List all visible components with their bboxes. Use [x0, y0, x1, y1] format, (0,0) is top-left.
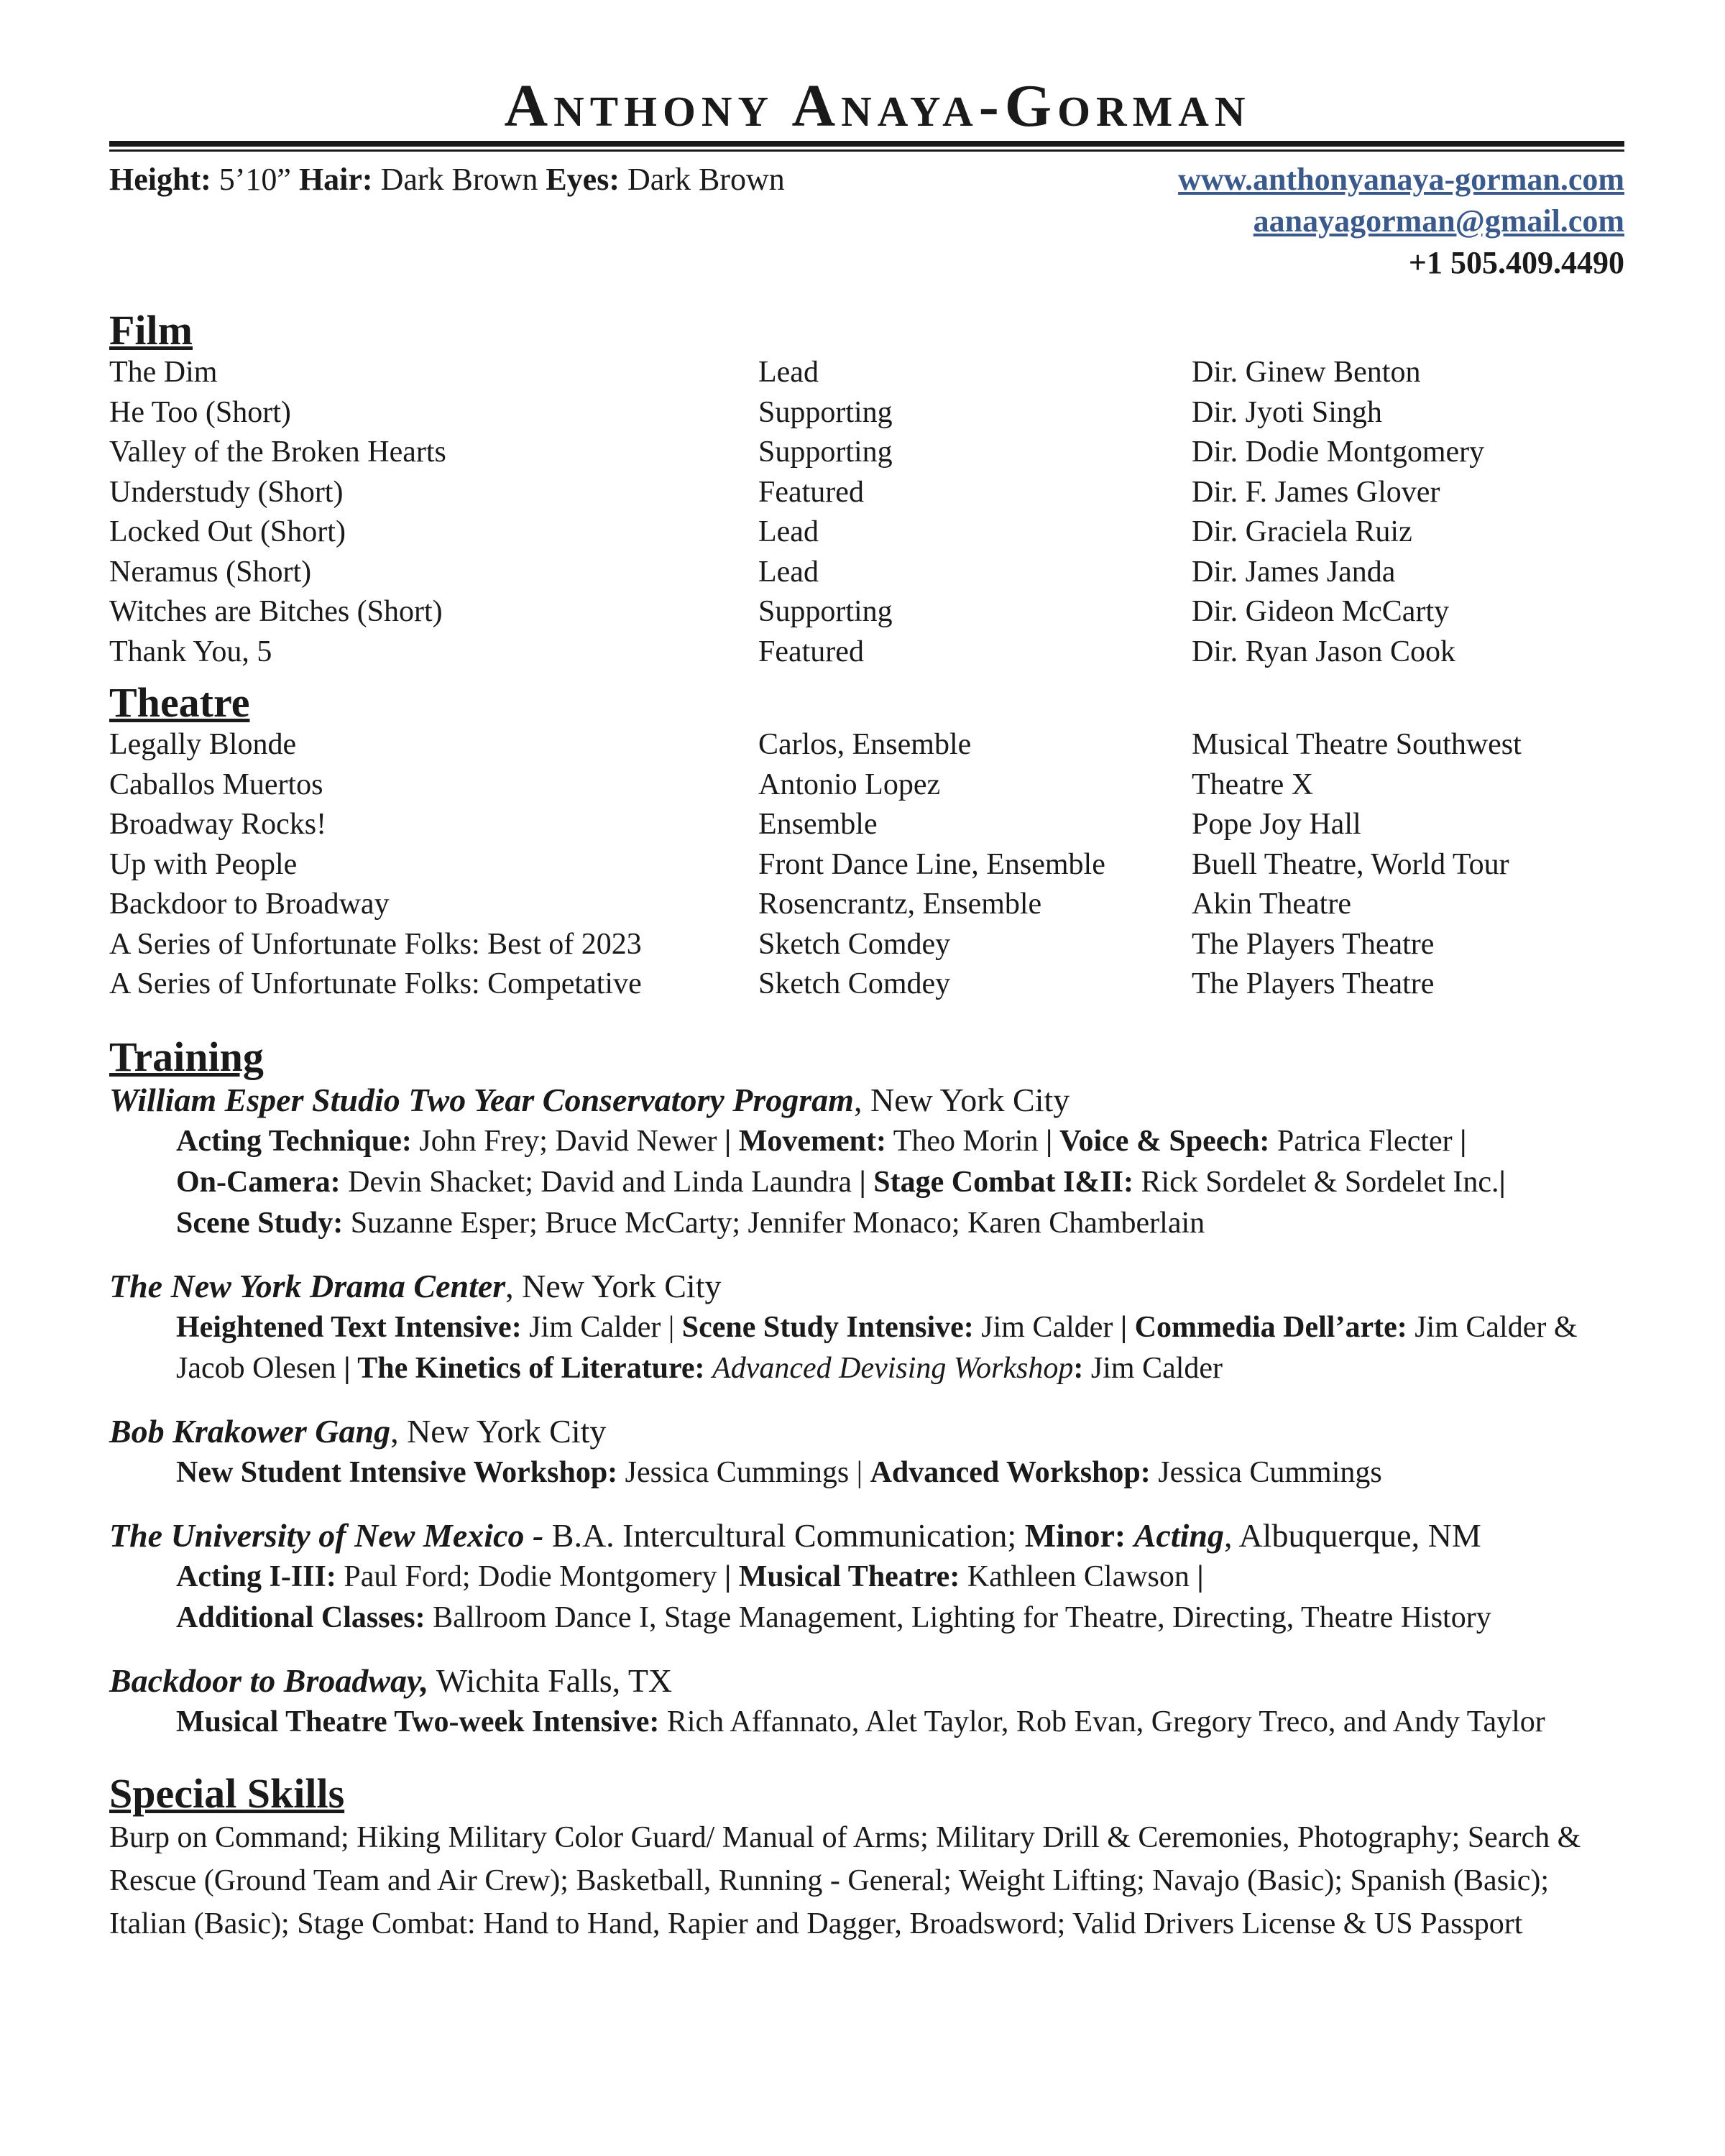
film-credit-row: [109, 393, 1624, 433]
credit-role: Front Dance Line, Ensemble: [758, 847, 1105, 881]
training-entry-unm: [109, 1515, 1624, 1639]
height-label: Height:: [109, 162, 211, 197]
school-location: , New York City: [505, 1267, 722, 1304]
training-details: [109, 1557, 1624, 1639]
detail-value: Jim Calder & Jacob Olesen: [176, 1310, 1578, 1385]
film-credit-row: [109, 592, 1624, 632]
credit-title: Neramus (Short): [109, 555, 312, 589]
detail-separator: |: [1460, 1124, 1467, 1158]
credit-role: Antonio Lopez: [758, 768, 941, 801]
school-name: William Esper Studio Two Year Conservatory Program: [109, 1081, 854, 1118]
detail-value: Ballroom Dance I, Stage Management, Lighting for Theatre, Directing, Theatre History: [425, 1600, 1491, 1634]
actor-name: Anthony Anaya-Gorman: [504, 73, 1251, 139]
school-location: Wichita Falls, TX: [428, 1662, 673, 1699]
school-location: , New York City: [390, 1412, 607, 1450]
training-details: [109, 1121, 1624, 1244]
credit-title: A Series of Unfortunate Folks: Competative: [109, 967, 642, 1000]
skills-section: [109, 1769, 1624, 1945]
training-entry-backdoor: [109, 1660, 1624, 1743]
credit-title: Witches are Bitches (Short): [109, 595, 443, 628]
film-credit-row: [109, 433, 1624, 473]
film-credit-row: [109, 632, 1624, 673]
detail-label: New Student Intensive Workshop:: [176, 1455, 618, 1489]
credit-role: Rosencrantz, Ensemble: [758, 888, 1042, 921]
detail-value: John Frey; David Newer: [411, 1124, 724, 1158]
email-link[interactable]: aanayagorman@gmail.com: [1253, 203, 1624, 239]
detail-value: Paul Ford; Dodie Montgomery: [336, 1560, 724, 1593]
credit-title: Understudy (Short): [109, 475, 344, 509]
detail-value: Kathleen Clawson: [960, 1560, 1197, 1593]
height-value: 5’10”: [211, 162, 299, 197]
film-credit-row: [109, 353, 1624, 393]
training-entry-esper: [109, 1079, 1624, 1244]
physical-stats: [109, 159, 785, 284]
credit-title: Up with People: [109, 847, 298, 881]
skills-list: Burp on Command; Hiking Military Color Guard/ Manual of Arms; Military Drill & Ceremonies, Photography; Search & Rescue (Ground Team and Air Crew); Basketball, Running - General; Weight Lifting; Navajo (Basic); Spanish (Basic); Italian (Basic); Stage Combat: Hand to Hand, Rapier and Dagger, Broadsword; Valid Drivers License & US Passport: [109, 1820, 1581, 1940]
detail-label: | The Kinetics of Literature:: [344, 1351, 705, 1385]
detail-label: Heightened Text Intensive:: [176, 1310, 522, 1344]
credit-company: Dir. F. James Glover: [1192, 475, 1440, 509]
school-name: The University of New Mexico -: [109, 1516, 544, 1554]
credit-role: Ensemble: [758, 808, 878, 841]
school-name: Backdoor to Broadway,: [109, 1662, 429, 1699]
theatre-credit-row: [109, 964, 1624, 1005]
credit-title: Backdoor to Broadway: [109, 888, 390, 921]
credit-role: Lead: [758, 515, 819, 548]
credit-role: Featured: [758, 635, 864, 668]
detail-value: Jim Calder: [973, 1310, 1121, 1344]
credit-company: Dir. Gideon McCarty: [1192, 595, 1450, 628]
eyes-label: Eyes:: [546, 162, 620, 197]
credit-role: Lead: [758, 356, 819, 389]
degree: B.A. Intercultural Communication;: [543, 1516, 1025, 1554]
credit-company: Akin Theatre: [1192, 888, 1351, 921]
detail-label: Additional Classes:: [176, 1600, 426, 1634]
theatre-credits: [109, 725, 1624, 1005]
detail-separator: |: [1499, 1165, 1506, 1199]
detail-label: | Movement:: [724, 1124, 886, 1158]
credit-title: Locked Out (Short): [109, 515, 346, 548]
credit-company: Dir. Ryan Jason Cook: [1192, 635, 1455, 668]
resume-page: [109, 72, 1624, 1945]
school-location: , New York City: [853, 1081, 1070, 1118]
hair-value: Dark Brown: [372, 162, 546, 197]
credit-role: Featured: [758, 475, 864, 509]
detail-label: :: [1073, 1351, 1084, 1385]
website-link[interactable]: www.anthonyanaya-gorman.com: [1178, 162, 1624, 197]
training-heading: Training: [109, 1033, 264, 1080]
detail-value: Rich Affannato, Alet Taylor, Rob Evan, Gregory Treco, and Andy Taylor: [659, 1705, 1545, 1738]
detail-value: Suzanne Esper; Bruce McCarty; Jennifer Monaco; Karen Chamberlain: [343, 1206, 1205, 1240]
film-section: [109, 308, 1624, 672]
detail-label: Musical Theatre Two-week Intensive:: [176, 1705, 660, 1738]
detail-label: Scene Study Intensive:: [681, 1310, 974, 1344]
detail-label: Acting Technique:: [176, 1124, 412, 1158]
credit-title: Caballos Muertos: [109, 768, 323, 801]
detail-value: Patrica Flecter: [1269, 1124, 1460, 1158]
detail-value: Devin Shacket; David and Linda Laundra: [340, 1165, 860, 1199]
header-rule-thin: [109, 149, 1624, 152]
credit-company: Theatre X: [1192, 768, 1314, 801]
theatre-credit-row: [109, 765, 1624, 806]
credit-company: Dir. Ginew Benton: [1192, 356, 1421, 389]
header-rule-thick: [109, 141, 1624, 147]
theatre-credit-row: [109, 885, 1624, 925]
credit-title: The Dim: [109, 356, 218, 389]
credit-role: Supporting: [758, 595, 893, 628]
detail-value: Jessica Cummings: [1150, 1455, 1382, 1489]
detail-label: Advanced Workshop:: [870, 1455, 1151, 1489]
film-credit-row: [109, 512, 1624, 553]
eyes-value: Dark Brown: [619, 162, 785, 197]
credit-title: Valley of the Broken Hearts: [109, 436, 446, 469]
detail-label: | Musical Theatre:: [724, 1560, 960, 1593]
header-info: [109, 159, 1624, 284]
training-details: [109, 1452, 1624, 1493]
credit-company: Musical Theatre Southwest: [1192, 728, 1522, 761]
film-heading: Film: [109, 307, 193, 354]
credit-company: The Players Theatre: [1192, 927, 1435, 961]
training-details: [109, 1702, 1624, 1743]
credit-company: Dir. Jyoti Singh: [1192, 395, 1382, 429]
credit-role: Supporting: [758, 395, 893, 429]
minor-value: Acting: [1133, 1516, 1224, 1554]
film-credits: [109, 353, 1624, 672]
training-entry-nydc: [109, 1266, 1624, 1389]
detail-label: Scene Study:: [176, 1206, 344, 1240]
credit-role: Carlos, Ensemble: [758, 728, 972, 761]
credit-title: A Series of Unfortunate Folks: Best of 2023: [109, 927, 642, 961]
detail-value: [705, 1352, 713, 1385]
training-entry-krakower: [109, 1411, 1624, 1493]
credit-company: The Players Theatre: [1192, 967, 1435, 1000]
training-details: [109, 1307, 1624, 1389]
credit-company: Dir. Dodie Montgomery: [1192, 436, 1485, 469]
credit-company: Dir. James Janda: [1192, 555, 1396, 589]
credit-title: Thank You, 5: [109, 635, 272, 668]
detail-label: Acting I-III:: [176, 1560, 336, 1593]
theatre-credit-row: [109, 925, 1624, 965]
detail-label: | Stage Combat I&II:: [859, 1165, 1133, 1199]
theatre-heading: Theatre: [109, 679, 250, 726]
credit-title: Legally Blonde: [109, 728, 297, 761]
detail-italic: Advanced Devising Workshop: [712, 1351, 1074, 1385]
credit-role: Sketch Comdey: [758, 927, 951, 961]
school-location: , Albuquerque, NM: [1223, 1516, 1481, 1554]
detail-separator: |: [1197, 1560, 1204, 1593]
credit-role: Sketch Comdey: [758, 967, 951, 1000]
credit-role: Lead: [758, 555, 819, 589]
training-section: [109, 1035, 1624, 1743]
detail-value: Jim Calder |: [521, 1310, 682, 1344]
school-name: The New York Drama Center: [109, 1267, 506, 1304]
credit-title: He Too (Short): [109, 395, 291, 429]
credit-company: Pope Joy Hall: [1192, 808, 1361, 841]
theatre-credit-row: [109, 805, 1624, 845]
theatre-credit-row: [109, 725, 1624, 765]
detail-value: Jim Calder: [1083, 1351, 1223, 1385]
detail-value: Rick Sordelet & Sordelet Inc.: [1133, 1165, 1499, 1199]
detail-label: | Commedia Dell’arte:: [1120, 1310, 1407, 1344]
theatre-section: [109, 681, 1624, 1005]
detail-label: On-Camera:: [176, 1165, 341, 1199]
credit-role: Supporting: [758, 436, 893, 469]
minor-label: Minor:: [1024, 1516, 1126, 1554]
film-credit-row: [109, 473, 1624, 513]
school-name: Bob Krakower Gang: [109, 1412, 391, 1450]
credit-title: Broadway Rocks!: [109, 808, 327, 841]
credit-company: Dir. Graciela Ruiz: [1192, 515, 1412, 548]
hair-label: Hair:: [298, 162, 373, 197]
contact-info: [1178, 159, 1624, 284]
theatre-credit-row: [109, 845, 1624, 885]
skills-heading: Special Skills: [109, 1769, 345, 1817]
detail-value: Jessica Cummings |: [617, 1455, 870, 1489]
film-credit-row: [109, 553, 1624, 593]
detail-label: | Voice & Speech:: [1046, 1124, 1270, 1158]
credit-company: Buell Theatre, World Tour: [1192, 847, 1509, 881]
phone-number: +1 505.409.4490: [1408, 245, 1624, 280]
detail-value: Theo Morin: [886, 1124, 1046, 1158]
